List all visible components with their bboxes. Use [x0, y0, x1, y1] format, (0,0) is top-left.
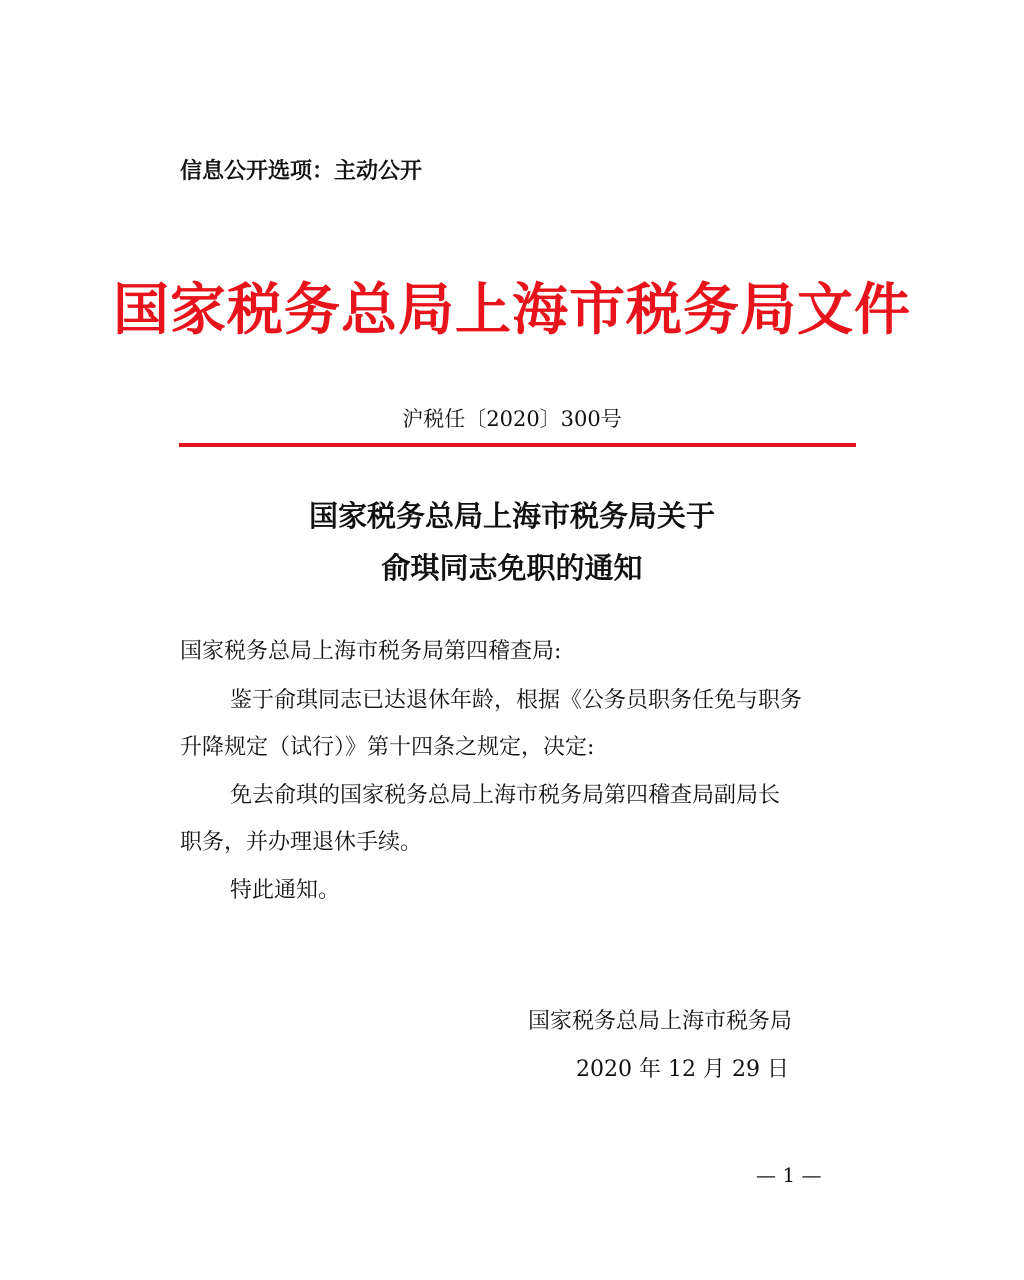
body-paragraph-2-line-2: 职务，并办理退休手续。 [180, 830, 423, 855]
document-header-title: 国家税务总局上海市税务局文件 [113, 277, 911, 343]
notice-title-line-1: 国家税务总局上海市税务局关于 [308, 499, 715, 533]
red-separator-line [179, 443, 856, 447]
signature-issuer: 国家税务总局上海市税务局 [528, 1009, 793, 1034]
body-paragraph-2-line-1: 免去俞琪的国家税务总局上海市税务局第四稽查局副局长 [230, 783, 781, 808]
document-number: 沪税任〔2020〕300号 [402, 407, 622, 431]
notice-title-line-2: 俞琪同志免职的通知 [381, 551, 643, 585]
body-paragraph-1-line-2: 升降规定（试行）》第十四条之规定，决定: [180, 735, 595, 760]
signature-date: 2020 年 12 月 29 日 [576, 1057, 789, 1082]
closing-remark: 特此通知。 [230, 878, 341, 903]
body-paragraph-1-line-1: 鉴于俞琪同志已达退休年龄，根据《公务员职务任免与职务 [230, 688, 803, 713]
salutation: 国家税务总局上海市税务局第四稽查局: [180, 639, 562, 664]
disclosure-option: 信息公开选项：主动公开 [180, 159, 423, 184]
page-number: — 1 — [756, 1163, 822, 1187]
